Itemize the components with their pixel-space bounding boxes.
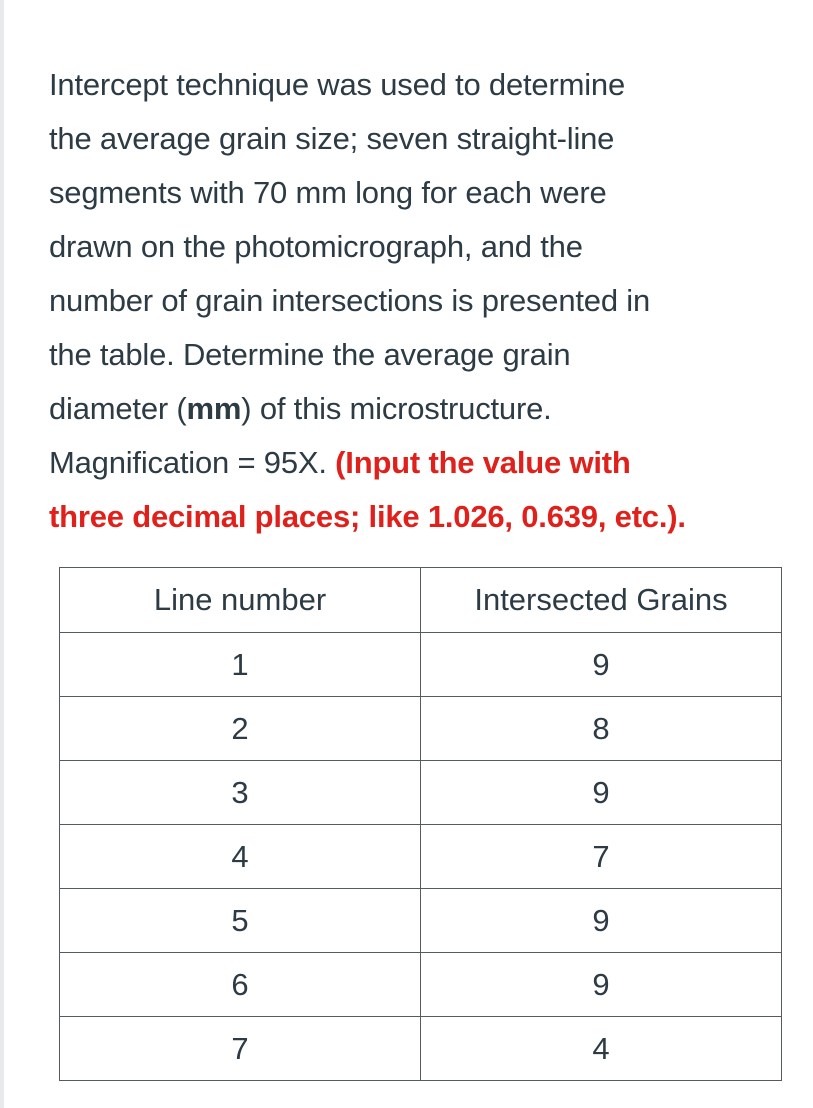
table-row [60,633,782,697]
grains-cell: 4 [421,1017,782,1081]
grains-cell: 9 [421,633,782,697]
question-text-segment: ) of this microstructure. [241,391,552,426]
line-number-cell: 4 [60,825,421,889]
question-line: drawn on the photomicrograph, and the [49,229,583,264]
table-row [60,761,782,825]
line-number-cell: 6 [60,953,421,1017]
table-row [60,697,782,761]
question-line: segments with 70 mm long for each were [49,175,607,210]
table-row [60,1017,782,1081]
line-number-cell: 5 [60,889,421,953]
grains-cell: 9 [421,953,782,1017]
grains-cell: 9 [421,889,782,953]
grains-cell: 9 [421,761,782,825]
input-instruction: (Input the value with [335,445,631,480]
table-row [60,953,782,1017]
table-header-row [60,568,782,633]
question-line: Intercept technique was used to determine [49,67,625,102]
question-text-segment: diameter ( [49,391,187,426]
question-line: the average grain size; seven straight-line [49,121,615,156]
magnification-text: Magnification = 95X. [49,445,336,480]
question-line: the table. Determine the average grain [49,337,571,372]
left-border [0,0,4,1108]
column-header-line-number: Line number [60,568,421,633]
column-header-intersected-grains: Intersected Grains [421,568,782,633]
line-number-cell: 2 [60,697,421,761]
question-line: number of grain intersections is presented in [49,283,650,318]
grains-cell: 8 [421,697,782,761]
input-instruction-line: three decimal places; like 1.026, 0.639, etc.). [49,499,686,534]
question-text [49,58,769,544]
unit-emphasis: mm [186,391,242,426]
line-number-cell: 7 [60,1017,421,1081]
table-row [60,889,782,953]
line-number-cell: 1 [60,633,421,697]
question-line [49,382,769,436]
intersections-table [59,567,782,1081]
question-line [49,436,769,490]
line-number-cell: 3 [60,761,421,825]
table-row [60,825,782,889]
grains-cell: 7 [421,825,782,889]
